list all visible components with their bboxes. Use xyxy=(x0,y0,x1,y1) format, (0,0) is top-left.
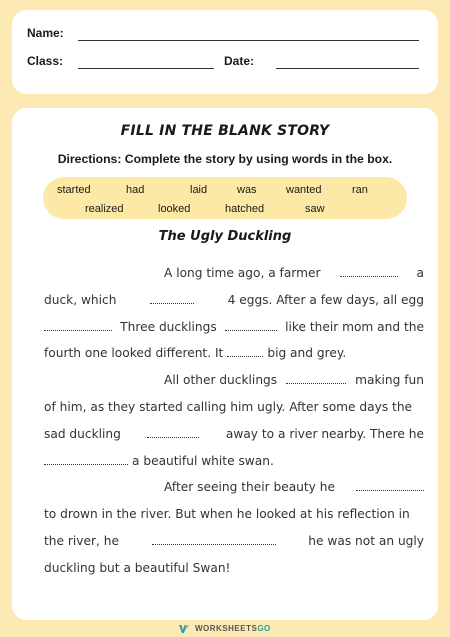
story-line xyxy=(44,370,424,397)
word-bank-item: had xyxy=(126,184,145,196)
story-text xyxy=(44,263,424,585)
brand-footer xyxy=(0,624,450,633)
date-field[interactable] xyxy=(276,68,419,69)
story-line xyxy=(44,504,424,531)
word-bank-item: was xyxy=(237,184,257,196)
brand-name-suffix: GO xyxy=(257,624,271,633)
name-field[interactable] xyxy=(78,40,419,41)
story-line xyxy=(44,424,424,451)
story-text-segment: big and grey. xyxy=(267,346,347,361)
story-text-segment: After seeing their beauty he xyxy=(164,480,335,495)
story-text-segment: A long time ago, a farmer xyxy=(164,266,321,280)
story-text-segment: he was not an ugly xyxy=(308,533,424,548)
answer-blank[interactable] xyxy=(150,294,194,304)
word-bank xyxy=(43,177,407,219)
story-line xyxy=(44,397,424,424)
name-label: Name: xyxy=(27,26,64,40)
story-line xyxy=(44,477,424,504)
answer-blank[interactable] xyxy=(44,321,112,331)
story-text-segment: duck, which xyxy=(44,292,117,307)
answer-blank[interactable] xyxy=(227,347,263,357)
class-field[interactable] xyxy=(78,68,214,69)
story-text-segment: a xyxy=(416,266,424,280)
story-text-segment: All other ducklings xyxy=(164,373,278,388)
word-bank-item: looked xyxy=(158,203,191,215)
answer-blank[interactable] xyxy=(356,481,424,491)
story-text-segment: a beautiful white swan. xyxy=(132,453,274,468)
story-line xyxy=(44,343,424,370)
student-info-card xyxy=(12,10,438,94)
story-text-segment: fourth one looked different. It xyxy=(44,346,224,361)
word-bank-item: hatched xyxy=(225,203,265,215)
word-bank-item: saw xyxy=(305,203,325,215)
class-label: Class: xyxy=(27,54,64,68)
story-line xyxy=(44,317,424,344)
answer-blank[interactable] xyxy=(152,535,276,545)
story-title: The Ugly Duckling xyxy=(158,229,292,244)
story-text-segment: duckling but a beautiful Swan! xyxy=(44,560,231,575)
word-bank-item: realized xyxy=(85,203,124,215)
word-bank-item: started xyxy=(57,184,91,196)
story-line xyxy=(44,290,424,317)
answer-blank[interactable] xyxy=(147,428,199,438)
story-text-segment: sad duckling xyxy=(44,426,121,441)
story-text-segment: the river, he xyxy=(44,533,119,548)
date-label: Date: xyxy=(224,54,255,68)
answer-blank[interactable] xyxy=(340,267,398,277)
story-text-segment: away to a river nearby. There he xyxy=(225,426,424,441)
story-line xyxy=(44,451,424,478)
brand-name-prefix: WORKSHEETS xyxy=(194,624,258,633)
story-text-segment: like their mom and the xyxy=(285,319,424,334)
story-line xyxy=(44,558,424,585)
directions-text: Directions: Complete the story by using words in the box. xyxy=(57,152,393,166)
story-line xyxy=(44,263,424,290)
brand-logo-icon xyxy=(179,625,189,633)
story-line xyxy=(44,531,424,558)
story-text-segment: Three ducklings xyxy=(120,319,217,334)
answer-blank[interactable] xyxy=(225,321,277,331)
word-bank-item: ran xyxy=(352,184,368,196)
word-bank-item: laid xyxy=(190,184,208,196)
story-text-segment: 4 eggs. After a few days, all egg xyxy=(227,292,424,307)
story-text-segment: to drown in the river. But when he looked at his reflection in xyxy=(44,507,410,522)
story-text-segment: making fun xyxy=(355,373,424,388)
answer-blank[interactable] xyxy=(44,455,128,465)
word-bank-item: wanted xyxy=(286,184,322,196)
story-text-segment: of him, as they started calling him ugly. After some days the xyxy=(44,399,413,414)
answer-blank[interactable] xyxy=(286,374,346,384)
worksheet-title: FILL IN THE BLANK STORY xyxy=(120,123,330,139)
